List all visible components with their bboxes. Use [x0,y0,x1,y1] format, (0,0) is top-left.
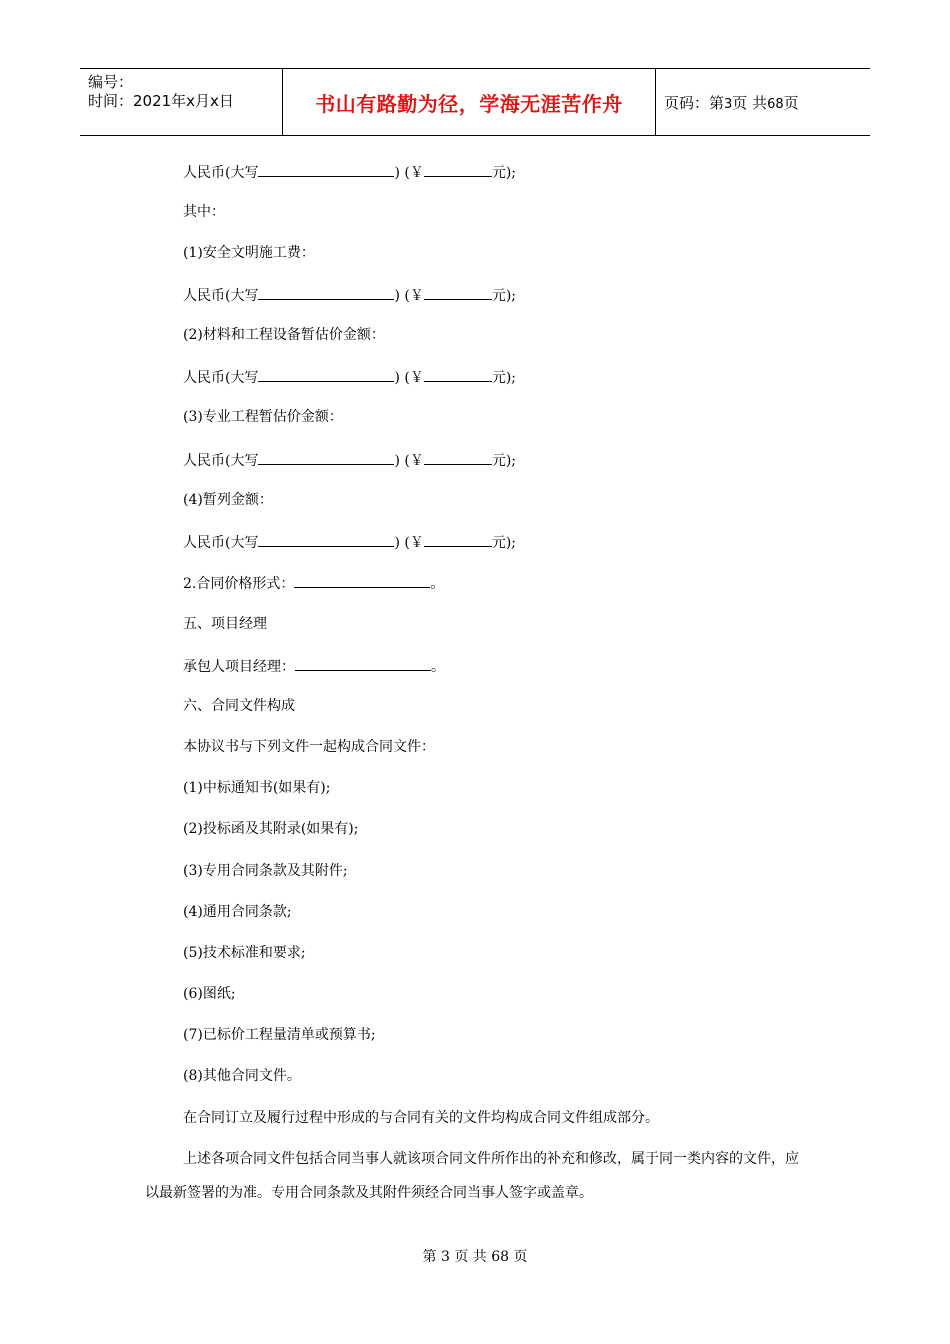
document-number-label: 编号： [88,73,134,91]
page-header [80,68,870,136]
rmb-line-total [183,162,516,182]
rmb-suffix: 元); [491,453,517,469]
list-item: (7)已标价工程量清单或预算书; [183,1027,376,1043]
rmb-mid: ) (￥ [394,453,424,469]
footer-suffix: 页 [513,1249,528,1265]
page-footer [0,1246,950,1266]
blank-amount-number [424,285,492,300]
header-page-total: 68 [767,96,784,112]
blank-amount-words [258,162,394,177]
blank-project-manager [295,656,431,671]
blank-amount-words [258,450,394,465]
rmb-prefix: 人民币(大写 [183,453,259,469]
item-material-estimate: (2)材料和工程设备暂估价金额： [183,327,385,343]
rmb-suffix: 元); [491,535,517,551]
blank-amount-number [424,532,492,547]
item-professional-estimate: (3)专业工程暂估价金额： [183,409,343,425]
header-page-cell [656,69,870,135]
header-page-info [664,92,799,113]
blank-price-form [294,573,430,588]
project-manager-label: 承包人项目经理： [183,659,295,675]
section-contract-documents: 六、合同文件构成 [183,698,295,714]
blank-amount-words [258,532,394,547]
list-item: (1)中标通知书(如果有); [183,780,331,796]
footer-total: 68 [491,1249,510,1265]
period: 。 [430,576,445,592]
rmb-suffix: 元); [491,370,517,386]
header-left-cell [80,69,282,135]
blank-amount-number [424,450,492,465]
blank-amount-number [424,367,492,382]
paragraph-supplements: 上述各项合同文件包括合同当事人就该项合同文件所作出的补充和修改，属于同一类内容的文件，应以最新签署的为准。专用合同条款及其附件须经合同当事人签字或盖章。 [145,1151,799,1201]
header-page-mid: 页 共 [732,93,768,112]
header-page-current: 3 [724,96,733,112]
list-item: (4)通用合同条款; [183,904,292,920]
section-project-manager: 五、项目经理 [183,616,267,632]
rmb-mid: ) (￥ [394,370,424,386]
header-page-suffix: 页 [783,93,799,112]
rmb-suffix: 元); [491,165,517,181]
qizhong-line: 其中： [183,204,225,220]
header-page-prefix: 页码：第 [664,93,725,112]
rmb-prefix: 人民币(大写 [183,165,259,181]
rmb-mid: ) (￥ [394,288,424,304]
item-safety-fee: (1)安全文明施工费： [183,245,315,261]
paragraph-documents-formed: 在合同订立及履行过程中形成的与合同有关的文件均构成合同文件组成部分。 [183,1110,659,1126]
blank-amount-number [424,162,492,177]
item-provisional-sum: (4)暂列金额： [183,492,273,508]
rmb-prefix: 人民币(大写 [183,370,259,386]
footer-mid: 页 共 [454,1249,487,1265]
rmb-line-material [183,367,516,387]
rmb-mid: ) (￥ [394,165,424,181]
list-item: (5)技术标准和要求; [183,945,306,961]
header-motto-cell [282,69,656,135]
rmb-suffix: 元); [491,288,517,304]
list-item: (2)投标函及其附录(如果有); [183,821,359,837]
rmb-prefix: 人民币(大写 [183,535,259,551]
blank-amount-words [258,285,394,300]
rmb-line-professional [183,450,516,470]
document-date: 时间：2021年x月x日 [88,92,234,110]
footer-prefix: 第 [422,1249,437,1265]
footer-current: 3 [440,1249,450,1265]
documents-intro: 本协议书与下列文件一起构成合同文件： [183,739,435,755]
list-item: (8)其他合同文件。 [183,1068,301,1084]
list-item: (3)专用合同条款及其附件; [183,863,348,879]
list-item: (6)图纸; [183,986,236,1002]
blank-amount-words [258,367,394,382]
rmb-mid: ) (￥ [394,535,424,551]
project-manager-line [183,656,445,676]
header-motto: 书山有路勤为径，学海无涯苦作舟 [315,91,623,116]
rmb-line-provisional [183,532,516,552]
price-form-line [183,573,444,593]
rmb-line-safety [183,285,516,305]
price-form-label: 2.合同价格形式： [183,576,295,592]
rmb-prefix: 人民币(大写 [183,288,259,304]
period: 。 [431,659,445,675]
